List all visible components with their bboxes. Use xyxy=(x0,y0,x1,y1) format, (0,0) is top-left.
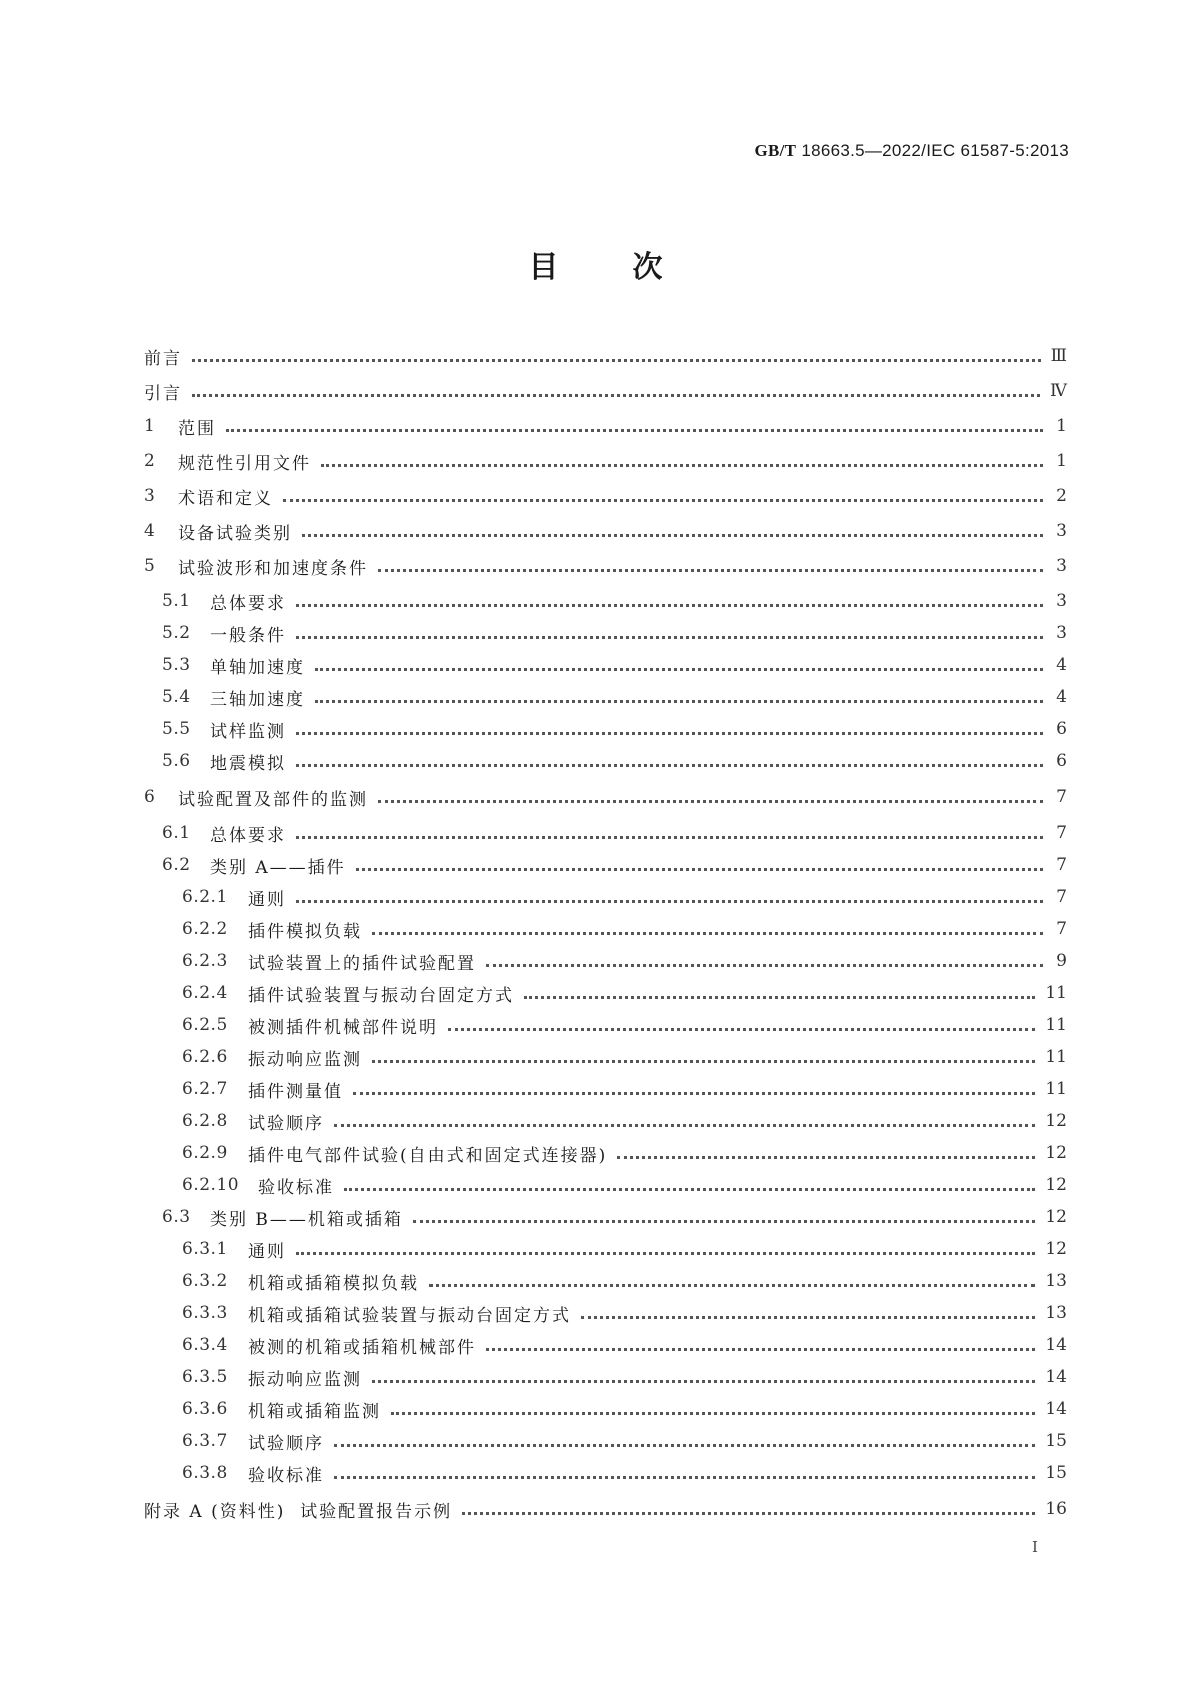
toc-number: 6.2.2 xyxy=(182,919,228,939)
dot-leader xyxy=(192,393,1040,397)
toc-label: 引言 xyxy=(144,383,182,404)
toc-label: 被测的机箱或插箱机械部件 xyxy=(248,1337,476,1358)
toc-number: 6.2.7 xyxy=(182,1079,228,1099)
toc-label: 试验配置及部件的监测 xyxy=(178,789,368,810)
toc-label: 机箱或插箱监测 xyxy=(248,1401,381,1422)
toc-entry-5-1[interactable] xyxy=(144,588,1067,614)
toc-number: 6.3 xyxy=(162,1207,191,1227)
dot-leader xyxy=(192,358,1041,362)
toc-entry-foreword[interactable] xyxy=(144,343,1067,369)
toc-number: 2 xyxy=(144,451,156,471)
dot-leader xyxy=(372,1059,1035,1063)
dot-leader xyxy=(296,1251,1035,1255)
toc-page: 12 xyxy=(1045,1143,1067,1163)
toc-page: 7 xyxy=(1056,919,1067,939)
toc-page: 3 xyxy=(1056,521,1067,541)
toc-page: 13 xyxy=(1045,1271,1067,1291)
toc-entry-6-3-2[interactable] xyxy=(144,1268,1067,1294)
toc-label: 机箱或插箱试验装置与振动台固定方式 xyxy=(248,1305,571,1326)
toc-number: 6.2.3 xyxy=(182,951,228,971)
toc-label: 振动响应监测 xyxy=(248,1049,362,1070)
toc-label: 振动响应监测 xyxy=(248,1369,362,1390)
title-char-2: 次 xyxy=(632,250,663,285)
toc-page: 15 xyxy=(1045,1463,1067,1483)
toc-number: 6.2.8 xyxy=(182,1111,228,1131)
dot-leader xyxy=(315,667,1043,671)
toc-entry-6-3-5[interactable] xyxy=(144,1364,1067,1390)
dot-leader xyxy=(296,635,1043,639)
toc-entry-6-3-1[interactable] xyxy=(144,1236,1067,1262)
toc-entry-6-2-8[interactable] xyxy=(144,1108,1067,1134)
dot-leader xyxy=(372,931,1043,935)
dot-leader xyxy=(315,699,1043,703)
toc-entry-6-3-7[interactable] xyxy=(144,1428,1067,1454)
toc-label: 试验波形和加速度条件 xyxy=(178,558,368,579)
toc-label: 术语和定义 xyxy=(178,488,273,509)
toc-number: 5.4 xyxy=(162,687,191,707)
dot-leader xyxy=(296,835,1043,839)
toc-page: 15 xyxy=(1045,1431,1067,1451)
toc-page: 11 xyxy=(1045,1015,1067,1035)
toc-page: 3 xyxy=(1056,623,1067,643)
toc-page: 6 xyxy=(1056,719,1067,739)
toc-number: 6.1 xyxy=(162,823,191,843)
toc-label: 单轴加速度 xyxy=(210,657,305,678)
dot-leader xyxy=(356,867,1043,871)
toc-number: 1 xyxy=(144,416,156,436)
toc-label: 范围 xyxy=(178,418,216,439)
toc-page: 9 xyxy=(1056,951,1067,971)
toc-entry-6-3[interactable] xyxy=(144,1204,1067,1230)
toc-number: 5.1 xyxy=(162,591,191,611)
toc-page: 12 xyxy=(1045,1207,1067,1227)
toc-number: 6.3.6 xyxy=(182,1399,228,1419)
toc-label: 验收标准 xyxy=(248,1465,324,1486)
dot-leader xyxy=(334,1443,1035,1447)
toc-label: 机箱或插箱模拟负载 xyxy=(248,1273,419,1294)
dot-leader xyxy=(486,963,1043,967)
toc-label: 试样监测 xyxy=(210,721,286,742)
toc-entry-6-2-1[interactable] xyxy=(144,884,1067,910)
toc-number: 6.2.4 xyxy=(182,983,228,1003)
toc-entry-6-2-3[interactable] xyxy=(144,948,1067,974)
toc-entry-5[interactable] xyxy=(144,553,1067,579)
dot-leader xyxy=(378,568,1043,572)
toc-label: 前言 xyxy=(144,348,182,369)
toc-entry-2[interactable] xyxy=(144,448,1067,474)
dot-leader xyxy=(283,498,1043,502)
toc-page: 6 xyxy=(1056,751,1067,771)
toc-label: 地震模拟 xyxy=(210,753,286,774)
toc-entry-6-2-4[interactable] xyxy=(144,980,1067,1006)
toc-page: 1 xyxy=(1056,416,1067,436)
toc-label: 总体要求 xyxy=(210,825,286,846)
toc-page: Ⅳ xyxy=(1050,381,1067,401)
dot-leader xyxy=(344,1187,1035,1191)
dot-leader xyxy=(296,763,1043,767)
toc-entry-introduction[interactable] xyxy=(144,378,1067,404)
dot-leader xyxy=(486,1347,1035,1351)
toc-label: 被测插件机械部件说明 xyxy=(248,1017,438,1038)
toc-label: 设备试验类别 xyxy=(178,523,292,544)
toc-label: 类别 A——插件 xyxy=(210,857,346,878)
toc-number: 6.2 xyxy=(162,855,191,875)
toc-page: 12 xyxy=(1045,1239,1067,1259)
toc-page: 3 xyxy=(1056,591,1067,611)
toc-entry-6-3-6[interactable] xyxy=(144,1396,1067,1422)
toc-number: 3 xyxy=(144,486,156,506)
toc-number: 5 xyxy=(144,556,156,576)
toc-page: 12 xyxy=(1045,1175,1067,1195)
toc-entry-6-1[interactable] xyxy=(144,820,1067,846)
toc-page: 12 xyxy=(1045,1111,1067,1131)
dot-leader xyxy=(302,533,1043,537)
toc-page: 4 xyxy=(1056,655,1067,675)
toc-number: 6.3.5 xyxy=(182,1367,228,1387)
toc-label: 验收标准 xyxy=(258,1177,334,1198)
toc-entry-6-3-4[interactable] xyxy=(144,1332,1067,1358)
toc-page: 7 xyxy=(1056,787,1067,807)
toc-page: 14 xyxy=(1045,1399,1067,1419)
toc-label: 通则 xyxy=(248,1241,286,1262)
toc-number: 6.3.1 xyxy=(182,1239,228,1259)
dot-leader xyxy=(617,1155,1035,1159)
toc-entry-5-5[interactable] xyxy=(144,716,1067,742)
toc-page: 16 xyxy=(1045,1499,1067,1519)
dot-leader xyxy=(334,1475,1035,1479)
dot-leader xyxy=(413,1219,1035,1223)
dot-leader xyxy=(378,799,1043,803)
toc-label: 插件测量值 xyxy=(248,1081,343,1102)
toc-number: 5.6 xyxy=(162,751,191,771)
toc-page: 7 xyxy=(1056,823,1067,843)
toc-entry-6-2[interactable] xyxy=(144,852,1067,878)
toc-entry-6-2-10[interactable] xyxy=(144,1172,1067,1198)
toc-label: 通则 xyxy=(248,889,286,910)
standard-code xyxy=(754,141,1069,161)
toc-entry-3[interactable] xyxy=(144,483,1067,509)
toc-number: 6.3.3 xyxy=(182,1303,228,1323)
toc-label: 插件模拟负载 xyxy=(248,921,362,942)
toc-label: 类别 B——机箱或插箱 xyxy=(210,1209,403,1230)
toc-number: 6.3.8 xyxy=(182,1463,228,1483)
toc-number: 6.2.5 xyxy=(182,1015,228,1035)
toc-label: 试验顺序 xyxy=(248,1433,324,1454)
page-title xyxy=(0,242,1191,286)
dot-leader xyxy=(372,1379,1035,1383)
toc-label: 插件电气部件试验(自由式和固定式连接器) xyxy=(248,1145,608,1166)
toc-number: 6.2.1 xyxy=(182,887,228,907)
standard-prefix: GB/T xyxy=(754,141,797,160)
dot-leader xyxy=(429,1283,1035,1287)
dot-leader xyxy=(462,1511,1035,1515)
toc-page: 14 xyxy=(1045,1335,1067,1355)
toc-number: 5.5 xyxy=(162,719,191,739)
toc-entry-1[interactable] xyxy=(144,413,1067,439)
toc-entry-5-3[interactable] xyxy=(144,652,1067,678)
toc-label: 试验装置上的插件试验配置 xyxy=(248,953,476,974)
dot-leader xyxy=(448,1027,1035,1031)
toc-page: Ⅲ xyxy=(1050,346,1067,366)
toc-entry-5-6[interactable] xyxy=(144,748,1067,774)
dot-leader xyxy=(321,463,1043,467)
toc-entry-6-3-8[interactable] xyxy=(144,1460,1067,1486)
toc-page: 7 xyxy=(1056,887,1067,907)
toc-number: 4 xyxy=(144,521,156,541)
toc-entry-6-2-9[interactable] xyxy=(144,1140,1067,1166)
toc-entry-6-2-6[interactable] xyxy=(144,1044,1067,1070)
toc-entry-6-2-2[interactable] xyxy=(144,916,1067,942)
dot-leader xyxy=(353,1091,1035,1095)
dot-leader xyxy=(226,428,1043,432)
toc-label: 试验顺序 xyxy=(248,1113,324,1134)
toc-entry-4[interactable] xyxy=(144,518,1067,544)
toc-entry-6[interactable] xyxy=(144,784,1067,810)
toc-entry-5-2[interactable] xyxy=(144,620,1067,646)
toc-number: 6.2.10 xyxy=(182,1175,240,1195)
toc-entry-6-2-7[interactable] xyxy=(144,1076,1067,1102)
toc-label: 附录 A (资料性) 试验配置报告示例 xyxy=(144,1501,453,1522)
toc-page: 3 xyxy=(1056,556,1067,576)
toc-number: 6.3.4 xyxy=(182,1335,228,1355)
page-number: I xyxy=(1032,1538,1038,1556)
dot-leader xyxy=(296,731,1043,735)
toc-number: 6 xyxy=(144,787,156,807)
dot-leader xyxy=(334,1123,1035,1127)
toc-page: 1 xyxy=(1056,451,1067,471)
toc-entry-6-3-3[interactable] xyxy=(144,1300,1067,1326)
dot-leader xyxy=(524,995,1035,999)
toc-page: 13 xyxy=(1045,1303,1067,1323)
toc-number: 6.2.6 xyxy=(182,1047,228,1067)
toc-number: 6.3.7 xyxy=(182,1431,228,1451)
toc-label: 规范性引用文件 xyxy=(178,453,311,474)
toc-label: 三轴加速度 xyxy=(210,689,305,710)
dot-leader xyxy=(296,899,1043,903)
title-char-1: 目 xyxy=(528,250,559,285)
dot-leader xyxy=(581,1315,1035,1319)
toc-entry-annex-a[interactable] xyxy=(144,1496,1067,1522)
toc-number: 6.2.9 xyxy=(182,1143,228,1163)
toc-page: 2 xyxy=(1056,486,1067,506)
toc-number: 5.3 xyxy=(162,655,191,675)
toc-label: 一般条件 xyxy=(210,625,286,646)
toc-page: 11 xyxy=(1045,1079,1067,1099)
toc-label: 总体要求 xyxy=(210,593,286,614)
toc-entry-6-2-5[interactable] xyxy=(144,1012,1067,1038)
dot-leader xyxy=(391,1411,1035,1415)
toc-page: 11 xyxy=(1045,1047,1067,1067)
toc-page: 4 xyxy=(1056,687,1067,707)
toc-label: 插件试验装置与振动台固定方式 xyxy=(248,985,514,1006)
toc-page: 7 xyxy=(1056,855,1067,875)
toc-entry-5-4[interactable] xyxy=(144,684,1067,710)
toc-number: 5.2 xyxy=(162,623,191,643)
standard-number: 18663.5—2022/IEC 61587-5:2013 xyxy=(801,141,1069,160)
toc-page: 11 xyxy=(1045,983,1067,1003)
toc-page: 14 xyxy=(1045,1367,1067,1387)
dot-leader xyxy=(296,603,1043,607)
toc-number: 6.3.2 xyxy=(182,1271,228,1291)
